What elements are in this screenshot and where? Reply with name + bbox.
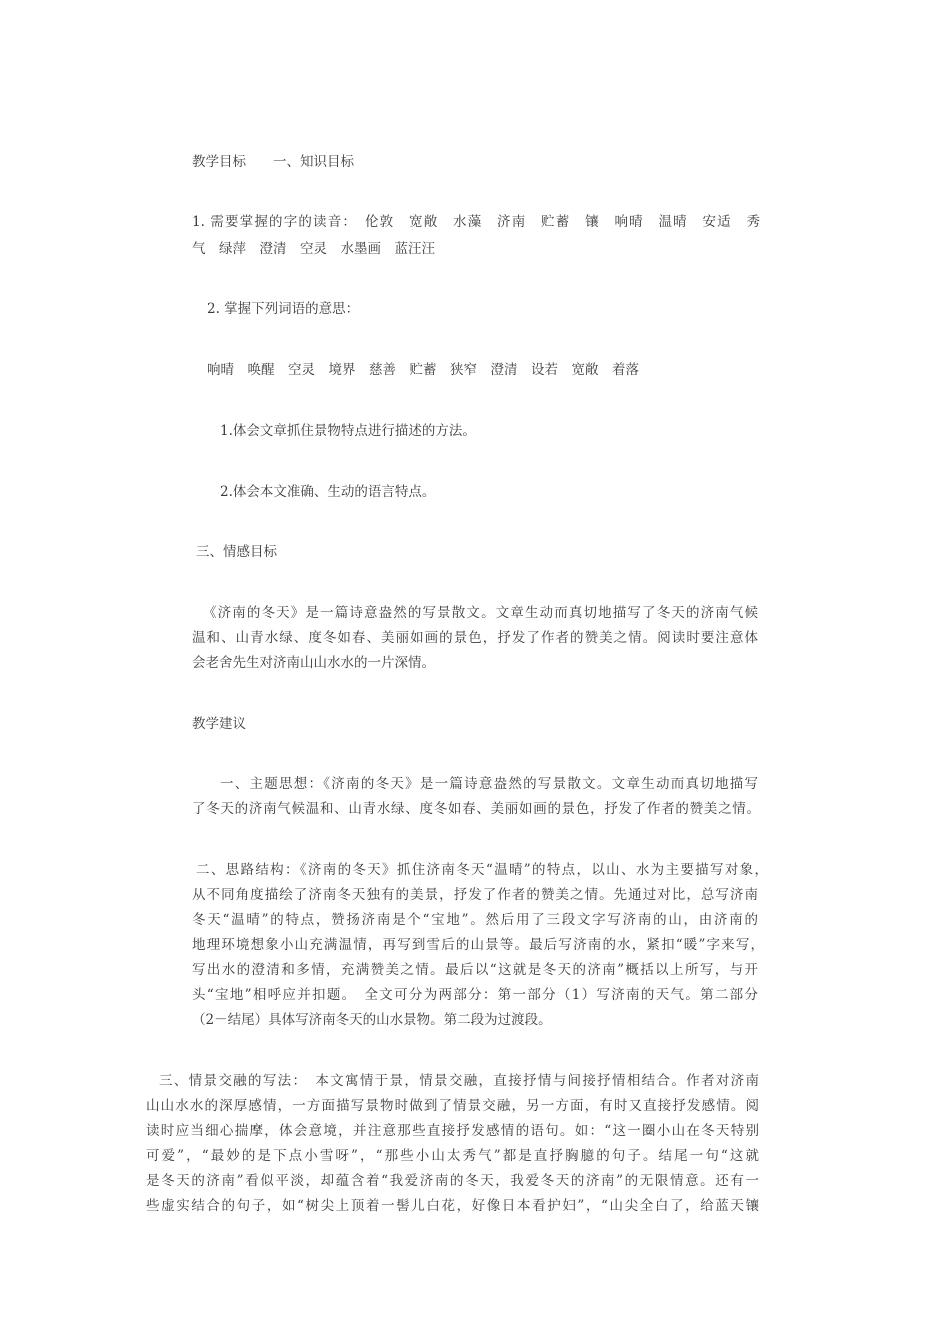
paragraph-line: 气 绿萍 澄清 空灵 水墨画 蓝汪汪 bbox=[192, 241, 435, 257]
heading-emotion-goals: 三、情感目标 bbox=[196, 544, 277, 560]
heading-teaching-suggestions: 教学建议 bbox=[192, 716, 246, 732]
paragraph-line: 会老舍先生对济南山山水水的一片深情。 bbox=[192, 655, 435, 671]
paragraph-line: 冬天“温晴”的特点，赞扬济南是个“宝地”。然后用了三段文字写济南的山，由济南的 bbox=[192, 912, 758, 928]
paragraph-line: 三、情景交融的写法： 本文寓情于景，情景交融，直接抒情与间接抒情相结合。作者对济南 bbox=[159, 1073, 759, 1089]
paragraph-line: 头“宝地”相呼应并扣题。 全文可分为两部分：第一部分（1）写济南的天气。第二部分 bbox=[192, 987, 758, 1003]
paragraph-line: 《济南的冬天》是一篇诗意盎然的写景散文。文章生动而真切地描写了冬天的济南气候 bbox=[203, 605, 758, 621]
paragraph-line: 一、主题思想：《济南的冬天》是一篇诗意盎然的写景散文。文章生动而真切地描写 bbox=[220, 776, 758, 792]
paragraph-line: 温和、山青水绿、度冬如春、美丽如画的景色，抒发了作者的赞美之情。阅读时要注意体 bbox=[192, 630, 758, 646]
paragraph-line: 从不同角度描绘了济南冬天独有的美景，抒发了作者的赞美之情。先通过对比，总写济南 bbox=[192, 887, 758, 903]
paragraph-line: 些虚实结合的句子，如“树尖上顶着一髻儿白花，好像日本看护妇”，“山尖全白了，给蓝天镶 bbox=[146, 1198, 759, 1214]
paragraph-line: 地理环境想象小山充满温情，再写到雪后的山景等。最后写济南的水，紧扣“暖”字来写， bbox=[192, 937, 764, 953]
heading-teaching-goals: 教学目标 一、知识目标 bbox=[192, 154, 354, 170]
paragraph-line: 了冬天的济南气候温和、山青水绿、度冬如春、美丽如画的景色，抒发了作者的赞美之情。 bbox=[192, 801, 760, 817]
paragraph-line: 可爱”，“最妙的是下点小雪呀”，“那些小山太秀气”都是直抒胸臆的句子。结尾一句“这就 bbox=[146, 1148, 759, 1164]
paragraph-line: 读时应当细心揣摩，体会意境，并注意那些直接抒发感情的语句。如：“这一圈小山在冬天特别 bbox=[146, 1123, 759, 1139]
paragraph-line: 二、思路结构：《济南的冬天》抓住济南冬天“温晴”的特点，以山、水为主要描写对象， bbox=[196, 862, 768, 878]
paragraph-line: 2.体会本文准确、生动的语言特点。 bbox=[220, 484, 436, 500]
paragraph-line: 1.体会文章抓住景物特点进行描述的方法。 bbox=[220, 423, 476, 439]
paragraph-line: 是冬天的济南”看似平淡，却蕴含着“我爱济南的冬天，我爱冬天的济南”的无限情意。还有一 bbox=[146, 1173, 759, 1189]
paragraph-line: 1. 需要掌握的字的读音： 伦敦 宽敞 水藻 济南 贮蓄 镶 响晴 温晴 安适 秀 bbox=[192, 214, 760, 230]
paragraph-line: 山山水水的深厚感情，一方面描写景物时做到了情景交融，另一方面，有时又直接抒发感情。阅 bbox=[146, 1098, 759, 1114]
paragraph-line: 写出水的澄清和多情，充满赞美之情。最后以“这就是冬天的济南”概括以上所写，与开 bbox=[192, 962, 758, 978]
paragraph-line: 2. 掌握下列词语的意思： bbox=[207, 301, 360, 317]
paragraph-line: 响晴 唤醒 空灵 境界 慈善 贮蓄 狭窄 澄清 设若 宽敞 着落 bbox=[207, 362, 639, 378]
paragraph-line: （2－结尾）具体写济南冬天的山水景物。第二段为过渡段。 bbox=[192, 1012, 552, 1028]
